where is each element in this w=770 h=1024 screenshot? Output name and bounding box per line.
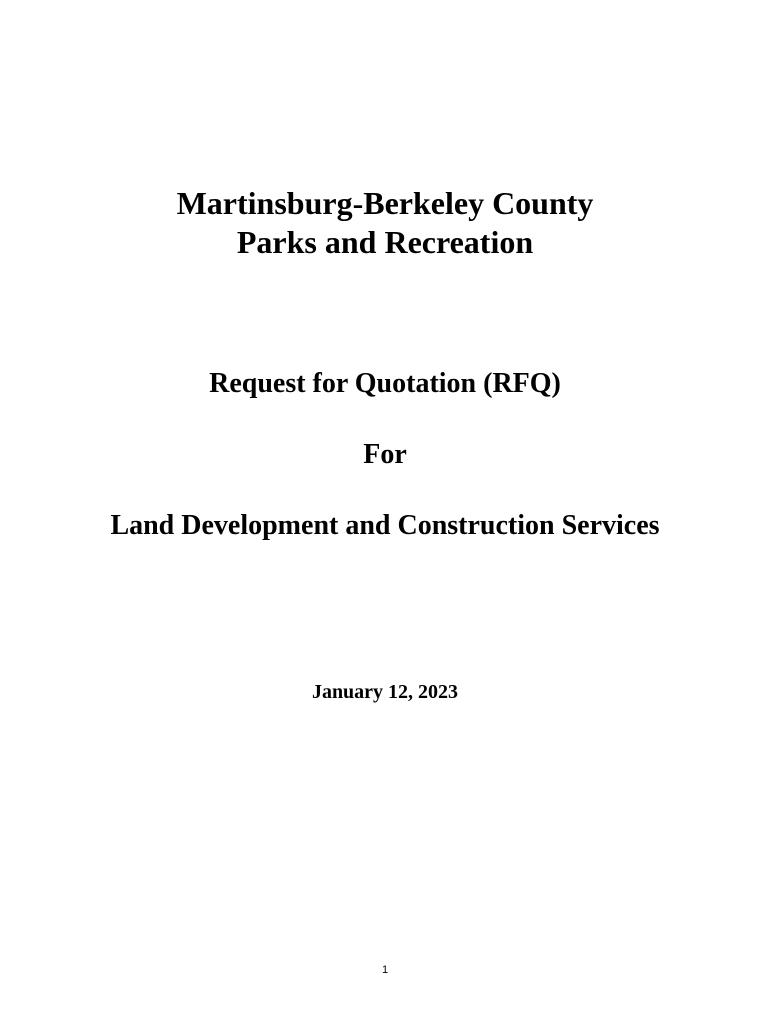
page-number: 1 <box>381 964 389 976</box>
document-date: January 12, 2023 <box>311 681 459 703</box>
document-type-heading: Request for Quotation (RFQ) <box>209 368 561 399</box>
project-title-heading: Land Development and Construction Services <box>110 510 660 541</box>
connector-heading: For <box>363 439 407 470</box>
organization-name-line2: Parks and Recreation <box>236 224 534 260</box>
organization-name-line1: Martinsburg-Berkeley County <box>176 185 594 221</box>
